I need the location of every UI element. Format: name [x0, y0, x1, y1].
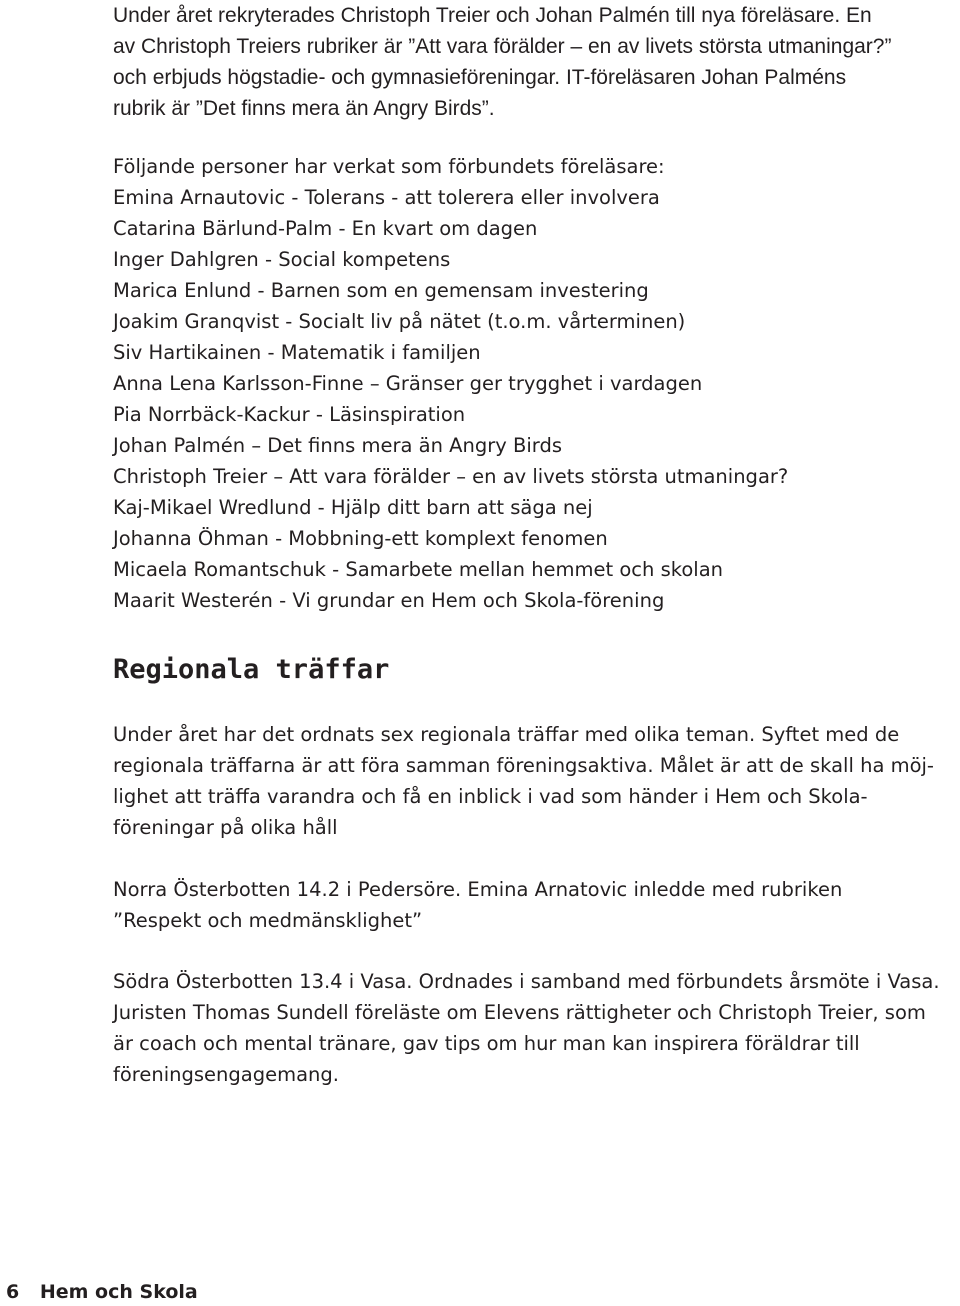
- paragraph-line: Juristen Thomas Sundell föreläste om Elevens rättigheter och Christoph Treier, som: [113, 1001, 926, 1024]
- paragraph-line: Södra Österbotten 13.4 i Vasa. Ordnades i samband med förbundets årsmöte i Vasa.: [113, 970, 940, 993]
- list-item: Pia Norrbäck-Kackur - Läsinspiration: [113, 403, 466, 426]
- paragraph-line: lighet att träffa varandra och få en inblick i vad som händer i Hem och Skola-: [113, 785, 868, 808]
- list-item: Inger Dahlgren - Social kompetens: [113, 248, 451, 271]
- paragraph-line: ”Respekt och medmänsklighet”: [113, 909, 423, 932]
- sodra-osterbotten-paragraph: [113, 966, 955, 1090]
- list-item: Joakim Granqvist - Socialt liv på nätet (t.o.m. vårterminen): [113, 310, 686, 333]
- intro-paragraph: [113, 0, 955, 124]
- paragraph-line: regionala träffarna är att föra samman föreningsaktiva. Målet är att de skall ha möj-: [113, 754, 934, 777]
- intro-line: rubrik är ”Det finns mera än Angry Birds”.: [113, 97, 495, 120]
- publication-name: Hem och Skola: [39, 1281, 198, 1303]
- list-item: Christoph Treier – Att vara förälder – en av livets största utmaningar?: [113, 465, 789, 488]
- list-item: Johanna Öhman - Mobbning-ett komplext fenomen: [113, 527, 608, 550]
- list-item: Catarina Bärlund-Palm - En kvart om dagen: [113, 217, 538, 240]
- list-item: Siv Hartikainen - Matematik i familjen: [113, 341, 481, 364]
- lecturer-list: [113, 151, 955, 616]
- list-item: Emina Arnautovic - Tolerans - att tolerera eller involvera: [113, 186, 660, 209]
- list-item: Anna Lena Karlsson-Finne – Gränser ger trygghet i vardagen: [113, 372, 703, 395]
- lecturer-list-intro: Följande personer har verkat som förbundets föreläsare:: [113, 155, 665, 178]
- norra-osterbotten-paragraph: [113, 874, 955, 936]
- paragraph-line: föreningsengagemang.: [113, 1063, 339, 1086]
- list-item: Maarit Westerén - Vi grundar en Hem och Skola-förening: [113, 589, 665, 612]
- intro-line: av Christoph Treiers rubriker är ”Att vara förälder – en av livets största utmaningar?”: [113, 35, 892, 58]
- paragraph-line: Under året har det ordnats sex regionala träffar med olika teman. Syftet med de: [113, 723, 900, 746]
- paragraph-line: är coach och mental tränare, gav tips om hur man kan inspirera föräldrar till: [113, 1032, 860, 1055]
- intro-line: och erbjuds högstadie- och gymnasieföreningar. IT-föreläsaren Johan Palméns: [113, 66, 847, 89]
- list-item: Kaj-Mikael Wredlund - Hjälp ditt barn att säga nej: [113, 496, 593, 519]
- intro-line: Under året rekryterades Christoph Treier och Johan Palmén till nya föreläsare. En: [113, 4, 872, 27]
- paragraph-line: föreningar på olika håll: [113, 816, 338, 839]
- list-item: Marica Enlund - Barnen som en gemensam investering: [113, 279, 649, 302]
- paragraph-line: Norra Österbotten 14.2 i Pedersöre. Emina Arnatovic inledde med rubriken: [113, 878, 843, 901]
- list-item: Johan Palmén – Det finns mera än Angry Birds: [113, 434, 563, 457]
- regional-meetings-paragraph: [113, 719, 955, 843]
- section-heading: Regionala träffar: [113, 654, 390, 685]
- page-number: 6: [6, 1281, 20, 1303]
- list-item: Micaela Romantschuk - Samarbete mellan hemmet och skolan: [113, 558, 724, 581]
